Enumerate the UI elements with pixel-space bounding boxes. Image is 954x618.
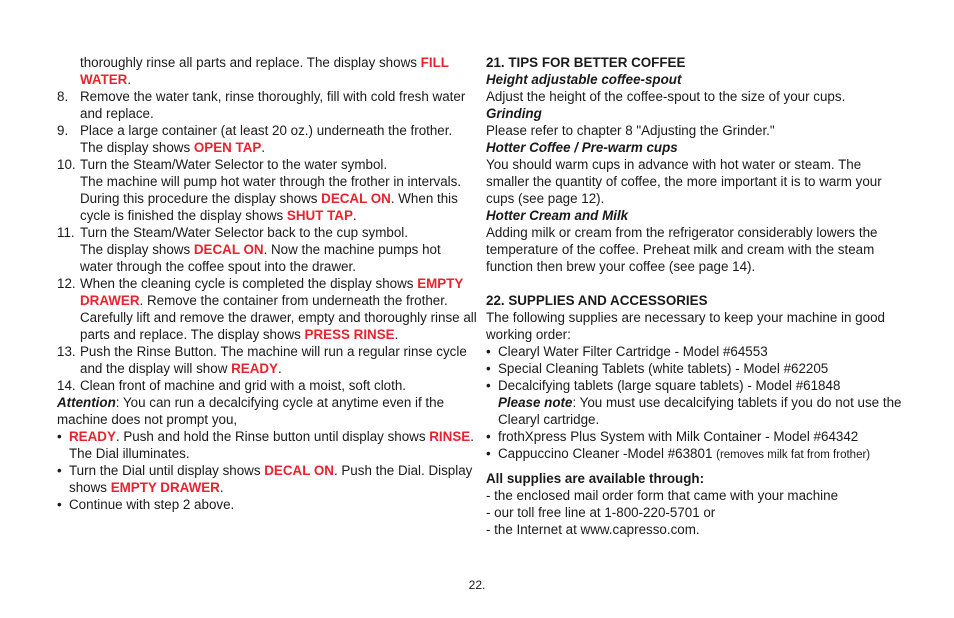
display-message: DECAL ON [321, 191, 391, 206]
display-message: OPEN TAP [193, 140, 262, 155]
source-item: - our toll free line at 1-800-220-5701 or [486, 505, 716, 520]
bullet-turn-dial: • Turn the Dial until display shows DECAL ON. Push the Dial. Display shows EMPTY DRAWER. [57, 463, 473, 495]
step-10: 10. Turn the Steam/Water Selector to the water symbol. The machine will pump hot water through the frother in intervals. During this procedure the display shows DECAL ON. When this cycle is finished the display shows SHUT TAP. [57, 157, 462, 223]
display-message: EMPTY DRAWER [110, 480, 220, 495]
supplies-heading: 22. SUPPLIES AND ACCESSORIES [486, 293, 708, 308]
tips-heading: 21. TIPS FOR BETTER COFFEE [486, 55, 686, 70]
display-message: DECAL ON [193, 242, 264, 257]
supply-item: • Clearyl Water Filter Cartridge - Model #64553 [486, 344, 768, 359]
step-11: 11. Turn the Steam/Water Selector back to the cup symbol. The display shows DECAL ON. Now the machine pumps hot water through the coffee spout into the drawer. [57, 225, 441, 274]
paragraph-coffee-spout: Adjust the height of the coffee-spout to the size of your cups. [486, 89, 846, 104]
subheading-cream-milk: Hotter Cream and Milk [486, 208, 629, 223]
subheading-prewarm-cups: Hotter Coffee / Pre-warm cups [486, 140, 678, 155]
continued-step: thoroughly rinse all parts and replace. The display shows FILL WATER. [80, 55, 449, 87]
source-item: - the Internet at www.capresso.com. [486, 522, 700, 537]
paragraph-cream-milk: Adding milk or cream from the refrigerator considerably lowers the temperature of the coffee. Preheat milk and cream with the steam function then brew your coffee (see page 14). [486, 225, 878, 274]
supplies-intro: The following supplies are necessary to keep your machine in good working order: [486, 310, 885, 342]
source-item: - the enclosed mail order form that came with your machine [486, 488, 839, 503]
supply-item: • Cappuccino Cleaner -Model #63801 (removes milk fat from frother) [486, 446, 871, 461]
display-message: READY [231, 361, 278, 376]
step-8: 8. Remove the water tank, rinse thoroughly, fill with cold fresh water and replace. [57, 89, 466, 121]
bullet-ready: • READY. Push and hold the Rinse button until display shows RINSE. The Dial illuminates. [57, 429, 474, 461]
step-12: 12. When the cleaning cycle is completed the display shows EMPTY DRAWER. Remove the container from underneath the frother. Carefully lift and remove the drawer, empty and thoroughly rinse all parts and replace. The display shows PRESS RINSE. [57, 276, 477, 342]
display-message: PRESS RINSE [304, 327, 395, 342]
step-13: 13. Push the Rinse Button. The machine will run a regular rinse cycle and the display will show READY. [57, 344, 467, 376]
display-message: EMPTY DRAWER [80, 276, 464, 308]
subheading-coffee-spout: Height adjustable coffee-spout [486, 72, 682, 87]
available-heading: All supplies are available through: [486, 471, 705, 486]
attention-note: Attention: You can run a decalcifying cycle at anytime even if the machine does not prompt you, [57, 395, 445, 427]
paragraph-grinding: Please refer to chapter 8 "Adjusting the Grinder." [486, 123, 775, 138]
page-number: 22. [468, 578, 486, 592]
right-column [486, 54, 906, 538]
display-message: SHUT TAP [286, 208, 353, 223]
paragraph-prewarm-cups: You should warm cups in advance with hot water or steam. The smaller the quantity of coffee, the more important it is to warm your cups (see page 12). [486, 157, 882, 206]
supply-item: • Special Cleaning Tablets (white tablets) - Model #62205 [486, 361, 829, 376]
display-message: DECAL ON [264, 463, 334, 478]
display-message: READY [69, 429, 116, 444]
bullet-continue: • Continue with step 2 above. [57, 497, 235, 512]
left-column [57, 54, 477, 513]
display-message: RINSE [429, 429, 471, 444]
step-14: 14. Clean front of machine and grid with a moist, soft cloth. [57, 378, 406, 393]
display-message: FILL WATER [80, 55, 449, 87]
supply-item: • frothXpress Plus System with Milk Container - Model #64342 [486, 429, 859, 444]
supply-item: • Decalcifying tablets (large square tablets) - Model #61848 Please note: You must use decalcifying tablets if you do not use the Clearyl cartridge. [486, 378, 902, 427]
subheading-grinding: Grinding [486, 106, 542, 121]
step-9: 9. Place a large container (at least 20 oz.) underneath the frother. The display shows OPEN TAP. [57, 123, 453, 155]
